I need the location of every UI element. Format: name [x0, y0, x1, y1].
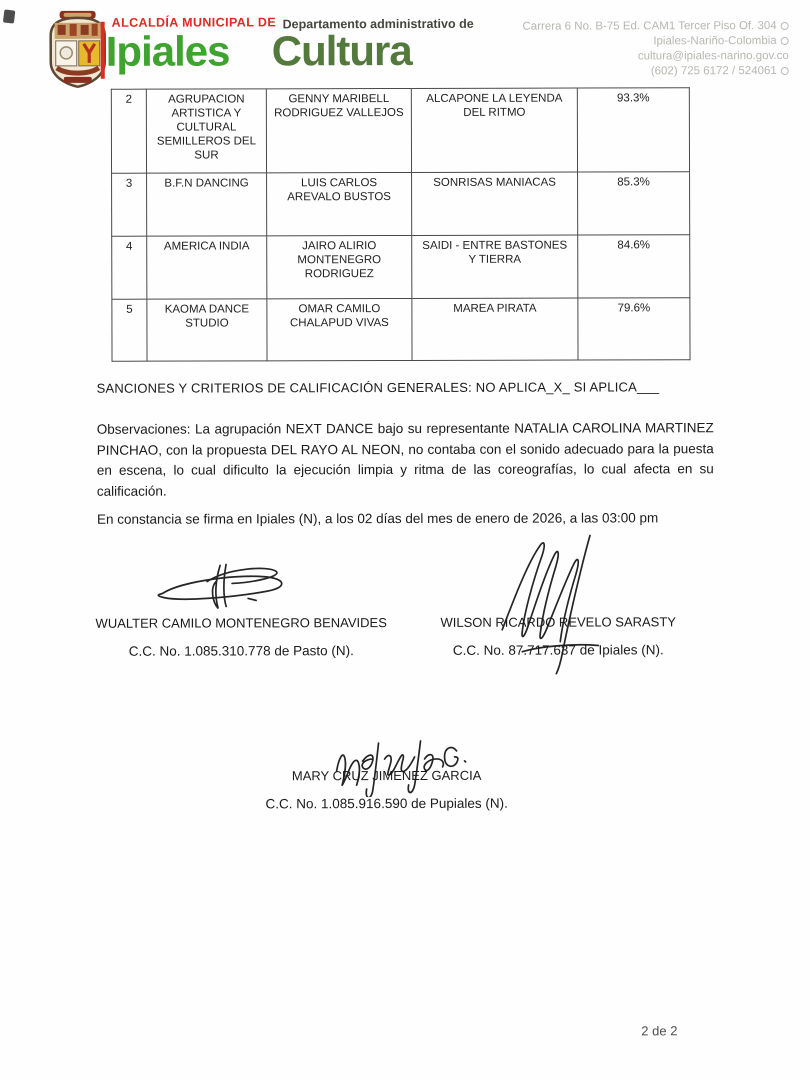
representative-name: LUIS CARLOS AREVALO BUSTOS: [267, 172, 412, 235]
row-number: 3: [112, 173, 147, 236]
page-number: 2 de 2: [641, 1023, 678, 1039]
row-number: 2: [111, 89, 146, 173]
table-row: [112, 235, 690, 300]
proposal-name: SAIDI - ENTRE BASTONES Y TIERRA: [412, 235, 578, 298]
signature-scribble-wualter: [152, 560, 292, 612]
map-pin-icon: [781, 37, 789, 45]
signature-id-3: C.C. No. 1.085.916.590 de Pupiales (N).: [265, 795, 508, 812]
letterhead: [0, 0, 809, 78]
score-value: 79.6%: [578, 298, 690, 360]
contact-city-line: Ipiales-Nariño-Colombia: [523, 34, 789, 50]
signature-id-2: C.C. No. 87.717.637 de Ipiales (N).: [452, 642, 664, 658]
contact-email-line: cultura@ipiales-narino.gov.co: [637, 49, 789, 63]
sanctions-line: SANCIONES Y CRITERIOS DE CALIFICACIÓN GENERALES: NO APLICA_X_ SI APLICA___: [96, 379, 660, 396]
representative-name: JAIRO ALIRIO MONTENEGRO RODRIGUEZ: [267, 235, 412, 298]
score-value: 93.3%: [577, 88, 689, 172]
whatsapp-icon: [781, 67, 789, 75]
contact-block: [522, 19, 788, 80]
signature-name-3: MARY CRUZ JIMENEZ GARCIA: [291, 767, 482, 784]
row-number: 5: [112, 299, 147, 361]
results-table: [111, 87, 691, 362]
group-name: KAOMA DANCE STUDIO: [147, 299, 267, 361]
representative-name: GENNY MARIBELL RODRIGUEZ VALLEJOS: [266, 88, 411, 172]
signature-id-1: C.C. No. 1.085.310.778 de Pasto (N).: [128, 643, 354, 659]
group-name: AMERICA INDIA: [147, 236, 267, 299]
signature-name-2: WILSON RICARDO REVELO SARASTY: [440, 614, 676, 630]
proposal-name: ALCAPONE LA LEYENDA DEL RITMO: [411, 88, 577, 172]
contact-address-line: Carrera 6 No. B-75 Ed. CAM1 Tercer Piso Of. 304: [522, 19, 788, 35]
contact-phone-line: (602) 725 6172 / 524061: [523, 64, 789, 80]
proposal-name: MAREA PIRATA: [412, 298, 578, 360]
brand-alcaldia-label: ALCALDÍA MUNICIPAL DE: [111, 15, 277, 30]
proposal-name: SONRISAS MANIACAS: [412, 172, 578, 235]
signature-scribble-mary: [329, 731, 471, 797]
table-row: [112, 172, 690, 237]
signature-name-1: WUALTER CAMILO MONTENEGRO BENAVIDES: [95, 615, 387, 631]
group-name: AGRUPACION ARTISTICA Y CULTURAL SEMILLEROS DEL SUR: [146, 89, 266, 173]
row-number: 4: [112, 236, 147, 299]
representative-name: OMAR CAMILO CHALAPUD VIVAS: [267, 298, 412, 360]
score-value: 84.6%: [578, 235, 690, 298]
brand-divider: [101, 22, 105, 79]
brand-cultura: Cultura: [271, 26, 412, 75]
location-icon: [781, 22, 789, 30]
observations-paragraph: Observaciones: La agrupación NEXT DANCE bajo su representante NATALIA CAROLINA MARTINEZ PINCHAO, con la propuesta DEL RAYO AL NEON, no contaba con el sonido adecuado para la puesta en escena, lo cual dificulto la ejecución limpia y ritma de las coreografías, lo cual afecta en su calificación.: [96, 420, 714, 499]
table-row: [112, 298, 690, 362]
brand-departamento-label: Departamento administrativo de: [282, 16, 474, 32]
score-value: 85.3%: [578, 172, 690, 235]
table-row: [111, 88, 689, 174]
scan-artifact: [3, 9, 15, 23]
brand-ipiales: Ipiales: [105, 27, 230, 75]
closing-statement: En constancia se firma en Ipiales (N), a los 02 días del mes de enero de 2026, a las 03:00 pm: [96, 510, 659, 527]
group-name: B.F.N DANCING: [147, 173, 267, 236]
